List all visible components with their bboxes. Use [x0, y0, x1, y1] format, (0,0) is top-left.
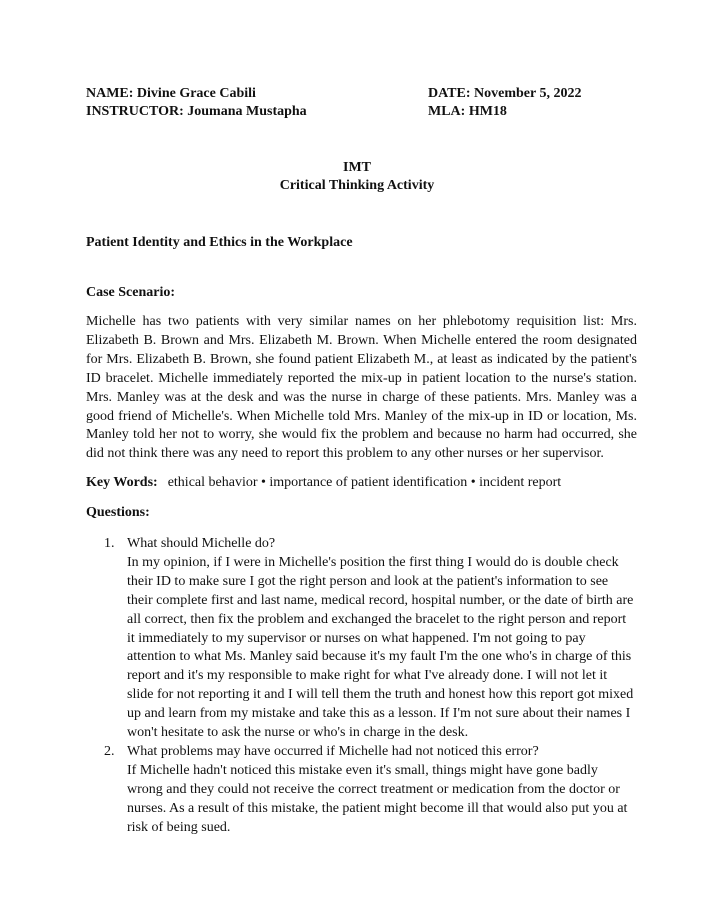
answer-text: In my opinion, if I were in Michelle's position the first thing I would do is double check their ID to make sure I got the right person and look at the patient's information to see their complete first and last name, medical record, hospital number, or the date of birth are all correct, then fix the problem and exchanged the bracelet to the right person and report it immediately to my supervisor or nurses on what happened. I'm not going to pay attention to what Ms. Manley said because it's my fault I'm the one who's in charge of this report and it's my responsible to make right for what I've already done. I will not let it slide for not reporting it and I will tell them the truth and honest how this report got mixed up and learn from my mistake and take this as a lesson. If I'm not sure about their names I won't hesitate to ask the nurse or who's in charge in the desk.: [127, 554, 634, 741]
mla-code: MLA: HM18: [428, 104, 507, 119]
student-name: NAME: Divine Grace Cabili: [86, 86, 256, 101]
key-words-label: Key Words:: [86, 475, 158, 490]
key-words-text: ethical behavior • importance of patient identification • incident report: [167, 475, 562, 490]
course-title: IMT: [343, 160, 371, 175]
topic-heading: Patient Identity and Ethics in the Workplace: [86, 235, 353, 250]
assignment-date: DATE: November 5, 2022: [428, 86, 582, 101]
key-words: [86, 474, 561, 492]
question-number: 2.: [104, 743, 115, 759]
activity-title: Critical Thinking Activity: [279, 178, 435, 193]
instructor-name: INSTRUCTOR: Joumana Mustapha: [86, 104, 307, 119]
questions-heading: Questions:: [86, 505, 150, 520]
answer-text: If Michelle hadn't noticed this mistake even it's small, things might have gone badly wrong and they could not receive the correct treatment or medication from the doctor or nurses. As a result of this mistake, the patient might become ill that would also put you at risk of being sued.: [127, 762, 628, 835]
question-number: 1.: [104, 536, 115, 551]
assignment-info: [428, 85, 581, 121]
question-item: [104, 743, 637, 838]
question-body: [127, 743, 637, 838]
questions-list: [104, 535, 637, 838]
question-item: [104, 535, 637, 743]
question-text: What should Michelle do?: [127, 536, 276, 551]
case-scenario-text: Michelle has two patients with very similar names on her phlebotomy requisition list: Mrs. Elizabeth B. Brown and Mrs. Elizabeth M. Brown. When Michelle entered the room designated for Mrs. Elizabeth B. Brown, she found patient Elizabeth M., at least as indicated by the patient's ID bracelet. Michelle immediately reported the mix-up in patient location to the nurse's station. Mrs. Manley was at the desk and was the nurse in charge of these patients. Mrs. Manley was a good friend of Michelle's. When Michelle told Mrs. Manley of the mix-up in ID or location, Ms. Manley told her not to worry, she would fix the problem and because no harm had occurred, she did not think there was any need to report this problem to any other nurses or her supervisor.: [86, 314, 637, 462]
student-info: [86, 85, 307, 121]
question-body: [127, 535, 637, 743]
question-text: What problems may have occurred if Michelle had not noticed this error?: [127, 743, 539, 759]
case-scenario-heading: Case Scenario:: [86, 285, 176, 300]
